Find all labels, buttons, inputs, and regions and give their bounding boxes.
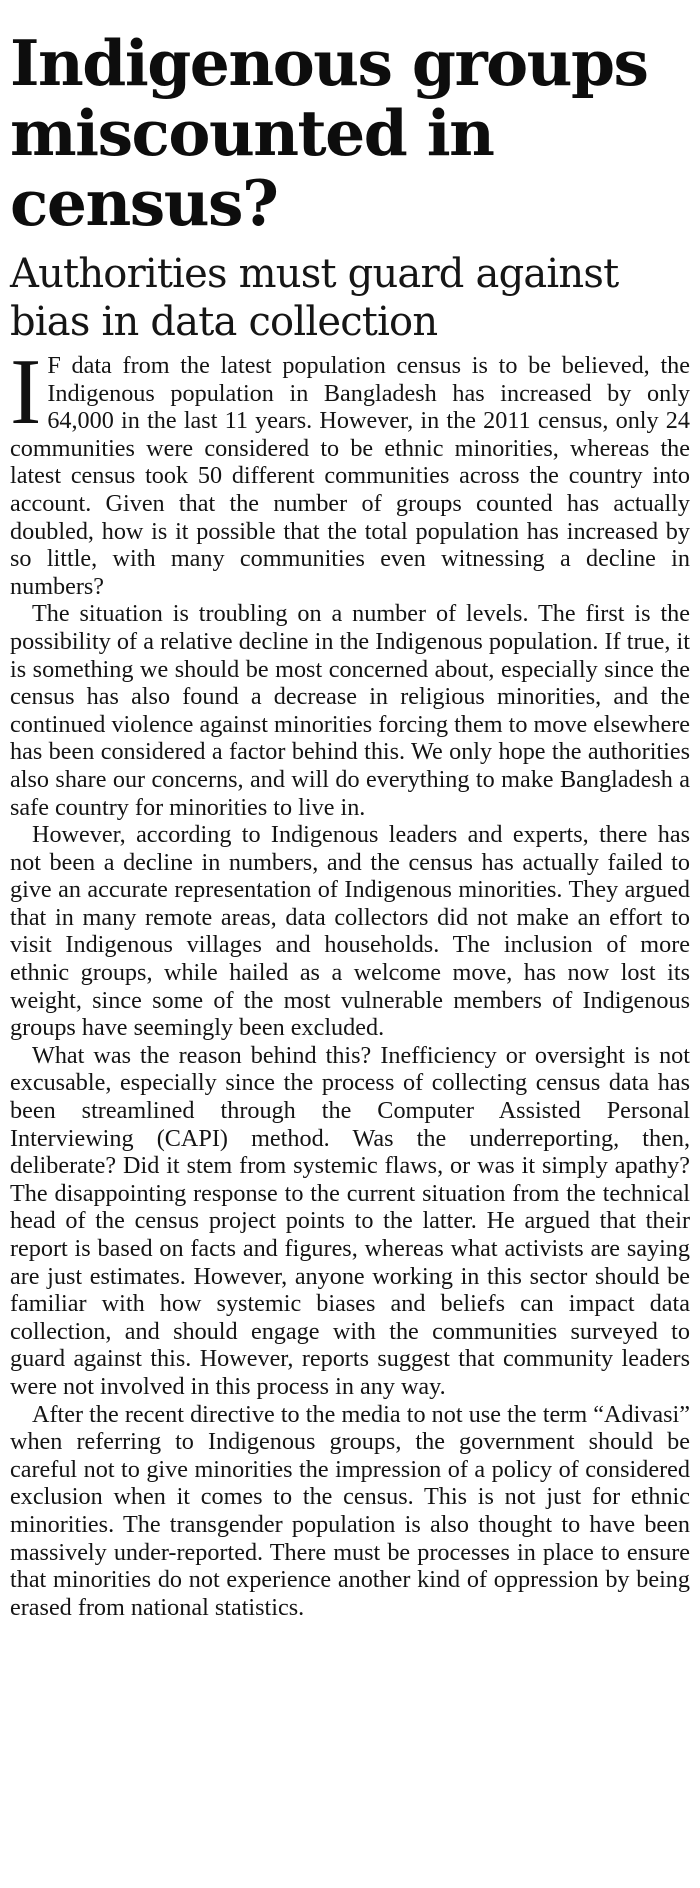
paragraph-4: What was the reason behind this? Inefficiency or oversight is not excusable, especially since the process of collecting census data has been streamlined through the Computer Assisted Personal Interviewing (CAPI) method. Was the underreporting, then, deliberate? Did it stem from systemic flaws, or was it simply apathy? The disappointing response to the current situation from the technical head of the census project points to the latter. He argued that their report is based on facts and figures, whereas what activists are saying are just estimates. However, anyone working in this sector should be familiar with how systemic biases and beliefs can impact data collection, and should engage with the communities surveyed to guard against this. However, reports suggest that community leaders were not involved in this process in any way. xyxy=(10,1041,690,1400)
drop-cap: I xyxy=(10,340,42,444)
paragraph-5: After the recent directive to the media to not use the term “Adivasi” when referring to Indigenous groups, the government should be careful not to give minorities the impression of a policy of considered exclusion when it comes to the census. This is not just for ethnic minorities. The transgender population is also thought to have been massively under-reported. There must be processes in place to ensure that minorities do not experience another kind of oppression by being erased from national statistics. xyxy=(10,1400,690,1621)
article-body xyxy=(10,340,690,1621)
editorial-article xyxy=(10,0,690,1621)
subheadline: Authorities must guard against bias in data collection xyxy=(10,251,619,345)
paragraph-1-text: F data from the latest population census is to be believed, the Indigenous population in Bangladesh has increased by only 64,000 in the last 11 years. However, in the 2011 census, only 24 communities were considered to be ethnic minorities, whereas the latest census took 50 different communities across the country into account. Given that the number of groups counted has actually doubled, how is it possible that the total population has increased by so little, with many communities even witnessing a decline in numbers? xyxy=(10,352,690,600)
headline: Indigenous groups miscounted in census? xyxy=(10,26,648,240)
paragraph-1 xyxy=(10,340,690,600)
paragraph-2: The situation is troubling on a number of levels. The first is the possibility of a relative decline in the Indigenous population. If true, it is something we should be most concerned about, especially since the census has also found a decrease in religious minorities, and the continued violence against minorities forcing them to move elsewhere has been considered a factor behind this. We only hope the authorities also share our concerns, and will do everything to make Bangladesh a safe country for minorities to live in. xyxy=(10,600,690,821)
paragraph-3: However, according to Indigenous leaders and experts, there has not been a decline in numbers, and the census has actually failed to give an accurate representation of Indigenous minorities. They argued that in many remote areas, data collectors did not make an effort to visit Indigenous villages and households. The inclusion of more ethnic groups, while hailed as a welcome move, has now lost its weight, since some of the most vulnerable members of Indigenous groups have seemingly been excluded. xyxy=(10,821,690,1042)
